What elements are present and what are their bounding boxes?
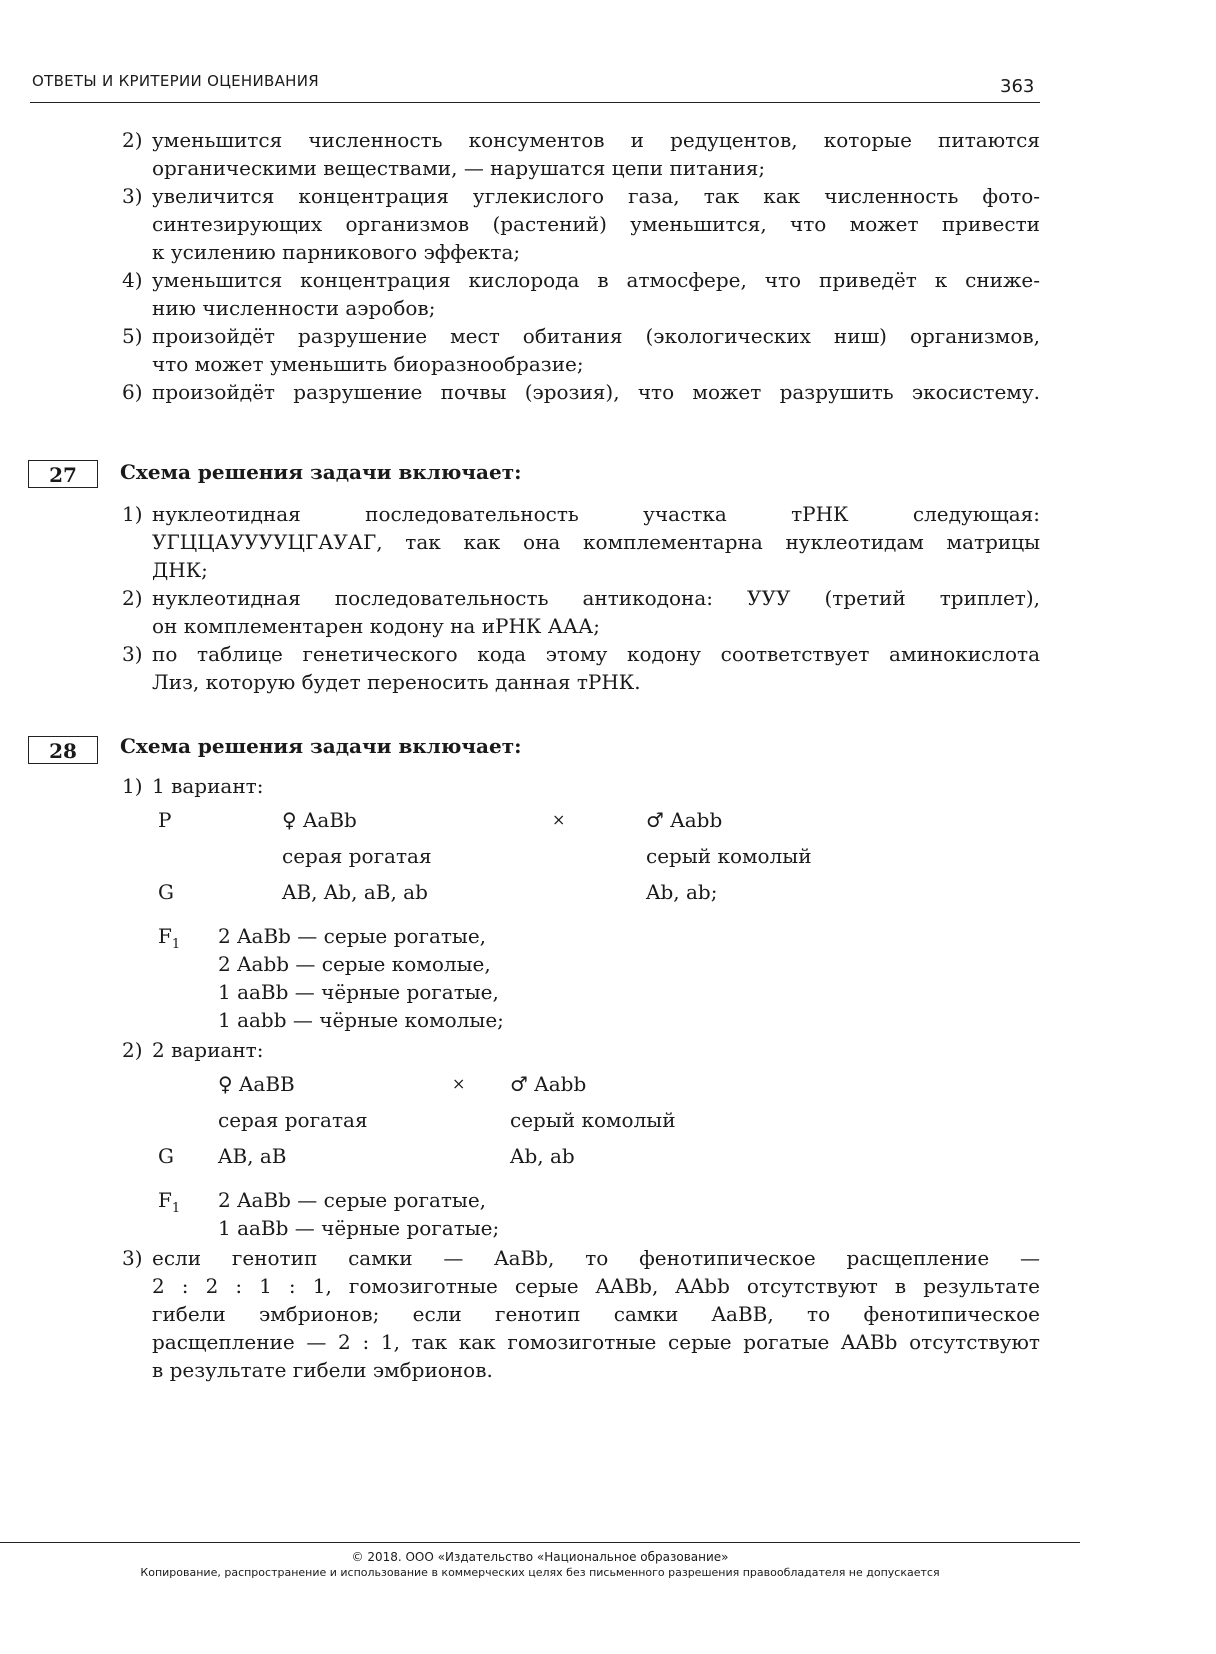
- female-phenotype: серая рогатая: [218, 1108, 368, 1132]
- female-gametes: AB, aB: [218, 1144, 287, 1168]
- offspring-line: 2 AaBb — серые рогатые,: [218, 924, 487, 948]
- offspring-line: 1 aabb — чёрные комолые;: [218, 1008, 504, 1032]
- gametes-label: G: [158, 880, 174, 904]
- female-phenotype: серая рогатая: [282, 844, 432, 868]
- task-heading: Схема решения задачи включает:: [120, 734, 522, 758]
- task-number-box: 27: [28, 460, 98, 488]
- running-header: ОТВЕТЫ И КРИТЕРИИ ОЦЕНИВАНИЯ: [32, 72, 320, 90]
- list-item-line: к усилению парникового эффекта;: [152, 240, 521, 264]
- female-genotype: ♀ AaBb: [282, 808, 357, 832]
- offspring-label-letter: F: [158, 1188, 172, 1212]
- list-item-line: произойдёт разрушение мест обитания (экологических ниш) организмов,: [152, 324, 1040, 348]
- list-item-line: уменьшится численность консументов и редуцентов, которые питаются: [152, 128, 1040, 152]
- male-genotype: ♂ Aabb: [646, 808, 723, 832]
- male-gametes: Ab, ab: [510, 1144, 575, 1168]
- page-number: 363: [1000, 76, 1035, 97]
- task-number-box: 28: [28, 736, 98, 764]
- list-item-number: 3): [122, 184, 143, 208]
- list-item-line: увеличится концентрация углекислого газа, так как численность фото-: [152, 184, 1040, 208]
- parents-label: P: [158, 808, 172, 832]
- list-item-number: 2): [122, 586, 143, 610]
- list-item-line: органическими веществами, — нарушатся цепи питания;: [152, 156, 766, 180]
- list-item-line: произойдёт разрушение почвы (эрозия), что может разрушить экосистему.: [152, 380, 1040, 404]
- female-gametes: AB, Ab, aB, ab: [282, 880, 428, 904]
- list-item-line: Лиз, которую будет переносить данная тРНК.: [152, 670, 641, 694]
- offspring-label: [158, 1186, 180, 1223]
- offspring-line: 1 aaBb — чёрные рогатые;: [218, 1216, 500, 1240]
- offspring-line: 2 Aabb — серые комолые,: [218, 952, 491, 976]
- list-item-number: 3): [122, 1246, 143, 1270]
- male-phenotype: серый комолый: [646, 844, 812, 868]
- list-item-number: 2): [122, 1038, 143, 1062]
- footer-divider: [0, 1542, 1080, 1543]
- list-item-line: УГЦЦАУУУУЦГАУАГ, так как она комплементарна нуклеотидам матрицы: [152, 530, 1040, 554]
- variant-label: 2 вариант:: [152, 1038, 264, 1062]
- footer-copyright: © 2018. ООО «Издательство «Национальное образование»: [351, 1550, 729, 1564]
- list-item-line: нуклеотидная последовательность участка тРНК следующая:: [152, 502, 1040, 526]
- offspring-label-subscript: 1: [171, 937, 181, 952]
- list-item-line: ДНК;: [152, 558, 208, 582]
- list-item-line: синтезирующих организмов (растений) уменьшится, что может привести: [152, 212, 1040, 236]
- list-item-line: гибели эмбрионов; если генотип самки AaBB, то фенотипическое: [152, 1302, 1040, 1326]
- list-item-line: нуклеотидная последовательность антикодона: УУУ (третий триплет),: [152, 586, 1040, 610]
- offspring-label: [158, 922, 180, 959]
- list-item-number: 5): [122, 324, 143, 348]
- task-heading: Схема решения задачи включает:: [120, 460, 522, 484]
- female-genotype: ♀ AaBB: [218, 1072, 295, 1096]
- list-item-number: 2): [122, 128, 143, 152]
- list-item-line: по таблице генетического кода этому кодону соответствует аминокислота: [152, 642, 1040, 666]
- male-phenotype: серый комолый: [510, 1108, 676, 1132]
- list-item-number: 1): [122, 774, 143, 798]
- footer-notice: Копирование, распространение и использование в коммерческих целях без письменного разрешения правообладателя не допускается: [140, 1566, 940, 1579]
- list-item-line: расщепление — 2 : 1, так как гомозиготные серые рогатые AABb отсутствуют: [152, 1330, 1040, 1354]
- male-genotype: ♂ Aabb: [510, 1072, 587, 1096]
- gametes-label: G: [158, 1144, 174, 1168]
- offspring-line: 1 aaBb — чёрные рогатые,: [218, 980, 499, 1004]
- list-item-number: 3): [122, 642, 143, 666]
- list-item-line: нию численности аэробов;: [152, 296, 436, 320]
- header-divider: [30, 102, 1040, 103]
- offspring-line: 2 AaBb — серые рогатые,: [218, 1188, 487, 1212]
- list-item-line: он комплементарен кодону на иРНК ААА;: [152, 614, 600, 638]
- list-item-line: что может уменьшить биоразнообразие;: [152, 352, 584, 376]
- list-item-line: в результате гибели эмбрионов.: [152, 1358, 493, 1382]
- list-item-line: 2 : 2 : 1 : 1, гомозиготные серые AABb, AAbb отсутствуют в результате: [152, 1274, 1040, 1298]
- male-gametes: Ab, ab;: [646, 880, 718, 904]
- list-item-number: 4): [122, 268, 143, 292]
- list-item-line: если генотип самки — AaBb, то фенотипическое расщепление —: [152, 1246, 1040, 1270]
- offspring-label-subscript: 1: [171, 1201, 181, 1216]
- variant-label: 1 вариант:: [152, 774, 264, 798]
- list-item-number: 1): [122, 502, 143, 526]
- list-item-number: 6): [122, 380, 143, 404]
- offspring-label-letter: F: [158, 924, 172, 948]
- list-item-line: уменьшится концентрация кислорода в атмосфере, что приведёт к сниже-: [152, 268, 1040, 292]
- cross-symbol: ×: [452, 1074, 466, 1093]
- cross-symbol: ×: [552, 810, 566, 829]
